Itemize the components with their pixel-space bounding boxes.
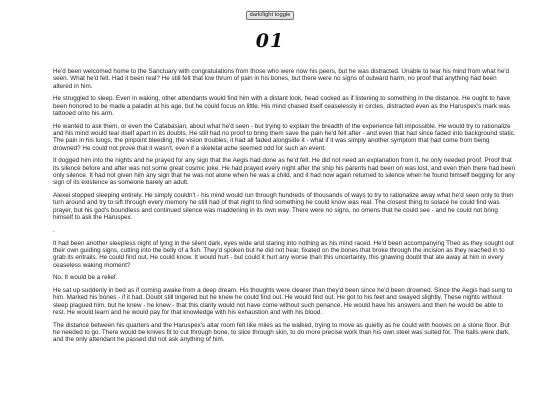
- story-paragraph: It had been another sleepless night of lying in the silent dark, eyes wide and staring into nothing as his mind raced. He'd been accompanying Theo as they sought out their own guiding signs, cutting into the belly of a fish. They'd spoken but he did not hear, fixated on the bones that broke through the incision as they reached in to grab its entrails. He could find out. He could know. It would hurt - but could it hurt any worse than this uncertainty, this gnawing doubt that ate away at him in every ceaseless waking moment?: [53, 239, 514, 269]
- dark-light-toggle-button[interactable]: dark/light toggle: [246, 11, 295, 20]
- story-paragraph: He'd been welcomed home to the Sanctuary with congratulations from those who were now his peers, but he was distracted. Unable to tear his mind from what he'd seen. What he'd felt. Had it been real? He still felt that low thrum of pain in his bones, but there were no signs of outward harm, no proof that anything had been altered in him.: [53, 68, 510, 90]
- story-paragraph: He wanted to ask them, or even the Catabasian, about what he'd seen - but trying to explain the breadth of the experience felt impossible. He would try to rationalize and his mind would tear itself apart in its doubts. He still had no proof to bring them save the pain he'd felt after - and even that had since faded into background static. The pain in his lungs, the pinpoint bleeding, the vision troubles, it had all faded alongside it - what if it was simply another symptom that had come from being drowned? He could not prove that it wasn't, even if a skeletal ache seemed odd for such an event.: [53, 122, 516, 152]
- toggle-container: [0, 11, 540, 20]
- story-paragraph: Alexei stopped sleeping entirely. He simply couldn't - his mind would run through hundreds of thousands of ways to try to rationalize away what he'd seen only to then turn around and try to sift through every memory he still had of that night to find something he could know was real. The closest thing to solace he could find was prayer, but his god's boundless and continued silence was maddening in its own way. There were no signs, no omens that he could see - and he could not bring himself to ask the Haruspex.: [53, 192, 514, 222]
- story-paragraph: The distance between his quarters and the Haruspex's altar room felt like miles as he walked, trying to move as quietly as he could with hooves on a stone floor. But he needed to go. There would be knives fit to cut through bone, to slice through skin, to do more precise work than his own steel was suited for. The halls were dark, and the only attendant he passed did not ask anything of him.: [53, 321, 510, 344]
- story-paragraph: He sat up suddenly in bed as if coming awake from a deep dream. His thoughts were clearer than they'd been since he'd been drowned. Since the Aegis had sung to him. Marked his bones - if it had. Doubt still lingered but he knew he could find out. He would find out. He got to his feet and swayed slightly. These nights without sleep plagued him, but he knew - he knew - that this clarity would not have come without such penance. He would have his answers and then he would be able to rest. He would learn and he would pay for that knowledge with his exhaustion and with his blood.: [53, 287, 513, 317]
- story-paragraph: No. It would be a relief.: [53, 274, 118, 282]
- story-paragraph: He struggled to sleep. Even in waking, other attendants would find him with a distant look, head cocked as if listening to something in the distance. He ought to have been honored to be made a paladin at his age, but he could focus on little. His mind chased itself ceaselessly in circles, distracted even as the Haruspex's mark was tattooed onto his arm.: [53, 95, 511, 117]
- chapter-title: 01: [255, 30, 285, 52]
- scene-break: .: [53, 226, 55, 234]
- story-body: [53, 68, 517, 349]
- story-paragraph: It dogged him into the nights and he prayed for any sign that the Aegis had done as he'd felt. He did not need an explanation from it, he only needed proof. Proof that its silence before and after was not some great cosmic joke. He had prayed every night after the ship his parents had been on was lost, and even then there had been only silence. It had not given him any sign that he was not alone when he was a child, and it had now again returned to silence when he found himself begging for any sign of its existence as someone barely an adult.: [53, 157, 516, 187]
